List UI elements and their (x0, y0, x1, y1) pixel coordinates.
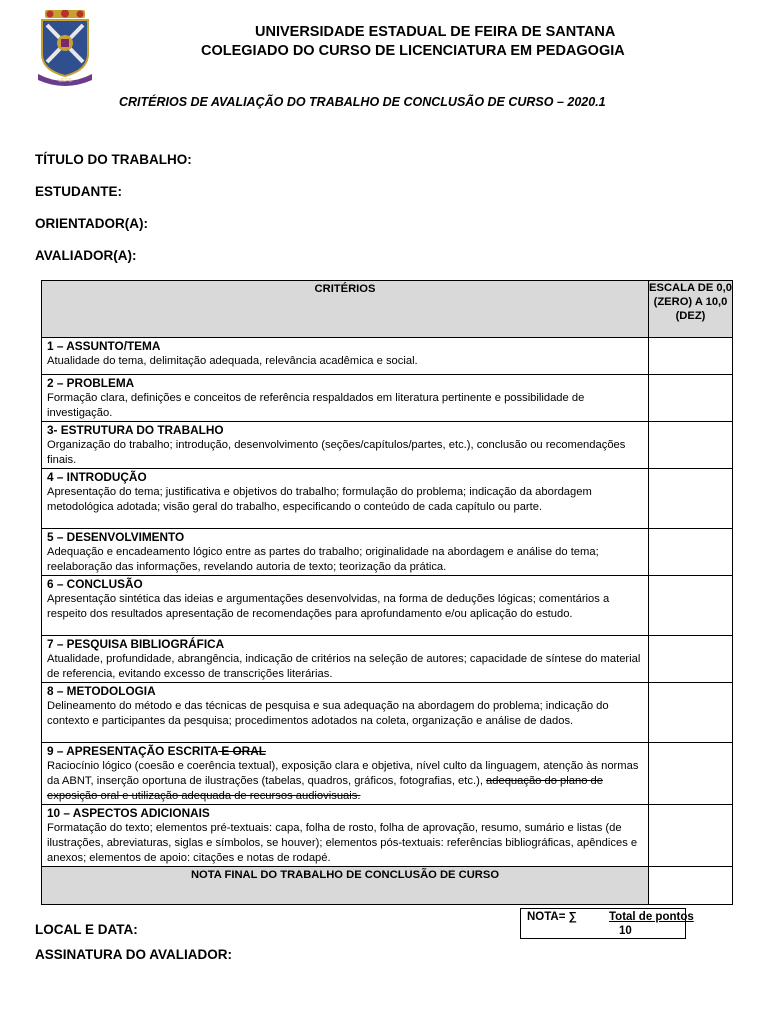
criterion-description-text: Raciocínio lógico (coesão e coerência textual), exposição clara e objetiva, nível culto da linguagem, atenção às normas da ABNT, inserção oportuna de ilustrações (tabelas, quadros, gráficos, fotografias, etc.), (47, 760, 639, 787)
criterion-description: Delineamento do método e das técnicas de pesquisa e sua adequação na abordagem do problema; indicação do contexto e participantes da pesquisa; procedimentos adotados na coleta, organização e análise de dados. (47, 700, 609, 727)
local-data-label: LOCAL E DATA: (35, 922, 138, 937)
criteria-column-header: CRITÉRIOS (42, 281, 649, 338)
field-estudante-label: ESTUDANTE: (35, 184, 122, 199)
criterion-row (42, 338, 733, 375)
university-crest-icon (36, 10, 94, 86)
criterion-description: Formação clara, definições e conceitos de referência respaldados em literatura pertinente e possibilidade de investigação. (47, 392, 585, 419)
field-avaliador-label: AVALIADOR(A): (35, 248, 137, 263)
nota-formula-denominator: 10 (619, 925, 632, 937)
criterion-row (42, 422, 733, 469)
nota-formula-numerator: Total de pontos (609, 911, 694, 923)
field-titulo-label: TÍTULO DO TRABALHO: (35, 152, 192, 167)
criterion-row (42, 683, 733, 743)
criterion-row (42, 576, 733, 636)
nota-formula-box (520, 908, 694, 939)
criterion-name (47, 744, 643, 759)
criterion-description: Organização do trabalho; introdução, desenvolvimento (seções/capítulos/partes, etc.), conclusão ou recomendações finais. (47, 439, 626, 466)
score-cell[interactable] (649, 422, 733, 469)
score-cell[interactable] (649, 683, 733, 743)
score-cell[interactable] (649, 338, 733, 375)
score-cell[interactable] (649, 469, 733, 529)
score-cell[interactable] (649, 636, 733, 683)
criterion-name: 2 – PROBLEMA (47, 376, 135, 390)
criterion-name: 8 – METODOLOGIA (47, 684, 156, 698)
criterion-name-struck: E ORAL (218, 744, 266, 758)
criterion-name: 1 – ASSUNTO/TEMA (47, 339, 161, 353)
criterion-description: Apresentação sintética das ideias e argumentações desenvolvidas, na forma de deduções lógicas; comentários a respeito dos resultados apresentação de recomendações para aprofundamento e/ou aplicação do estudo. (47, 593, 610, 620)
criterion-name: 3- ESTRUTURA DO TRABALHO (47, 423, 224, 437)
criterion-row (42, 529, 733, 576)
nota-formula-label: NOTA= ∑ (527, 911, 577, 923)
score-cell[interactable] (649, 743, 733, 805)
criterion-description: Apresentação do tema; justificativa e objetivos do trabalho; formulação do problema; indicação da abordagem metodológica adotada; visão geral do trabalho, especificando o conteúdo de cada capítulo ou parte. (47, 486, 592, 513)
score-cell[interactable] (649, 375, 733, 422)
criteria-table (41, 280, 733, 905)
final-grade-label: NOTA FINAL DO TRABALHO DE CONCLUSÃO DE CURSO (42, 867, 649, 905)
criterion-row (42, 469, 733, 529)
final-grade-row (42, 867, 733, 905)
criterion-name-text: 9 – APRESENTAÇÃO ESCRITA (47, 744, 219, 758)
criterion-name: 5 – DESENVOLVIMENTO (47, 530, 185, 544)
criterion-row (42, 375, 733, 422)
criterion-row (42, 743, 733, 805)
criterion-name: 4 – INTRODUÇÃO (47, 470, 147, 484)
criterion-description: Atualidade do tema, delimitação adequada, relevância acadêmica e social. (47, 355, 418, 367)
criterion-description: Adequação e encadeamento lógico entre as partes do trabalho; originalidade na abordagem e análise do tema; reelaboração das informações, revelando autoria de texto; teorização da prática. (47, 546, 599, 573)
final-grade-cell[interactable] (649, 867, 733, 905)
assinatura-label: ASSINATURA DO AVALIADOR: (35, 947, 232, 962)
score-cell[interactable] (649, 805, 733, 867)
criterion-description (47, 759, 643, 804)
table-header-row (42, 281, 733, 338)
criterion-row (42, 636, 733, 683)
score-cell[interactable] (649, 529, 733, 576)
criterion-description: Atualidade, profundidade, abrangência, indicação de critérios na seleção de autores; capacidade de síntese do material de referencia, evitando excesso de transcrições literárias. (47, 653, 641, 680)
scale-column-header: ESCALA DE 0,0 (ZERO) A 10,0 (DEZ) (649, 281, 733, 338)
criterion-name: 7 – PESQUISA BIBLIOGRÁFICA (47, 637, 225, 651)
crest-motto: UEFS (58, 78, 72, 84)
score-cell[interactable] (649, 576, 733, 636)
university-name: UNIVERSIDADE ESTADUAL DE FEIRA DE SANTANA (255, 24, 616, 40)
colegiado-name: COLEGIADO DO CURSO DE LICENCIATURA EM PEDAGOGIA (201, 43, 625, 59)
criterion-description: Formatação do texto; elementos pré-textuais: capa, folha de rosto, folha de aprovação, resumo, sumário e listas (de ilustrações, abreviaturas, siglas e símbolos, se houver); elementos pós-textuais: referências bibliográficas, apêndices e anexos; elementos de apoio: citações e notas de rodapé. (47, 822, 638, 864)
document-title: CRITÉRIOS DE AVALIAÇÃO DO TRABALHO DE CONCLUSÃO DE CURSO – 2020.1 (119, 95, 606, 109)
criterion-description-struck: adequação do plano de exposição oral e utilização adequada de recursos audiovisuais. (47, 775, 603, 802)
criterion-name: 6 – CONCLUSÃO (47, 577, 143, 591)
criterion-row (42, 805, 733, 867)
field-orientador-label: ORIENTADOR(A): (35, 216, 148, 231)
criterion-name: 10 – ASPECTOS ADICIONAIS (47, 806, 210, 820)
